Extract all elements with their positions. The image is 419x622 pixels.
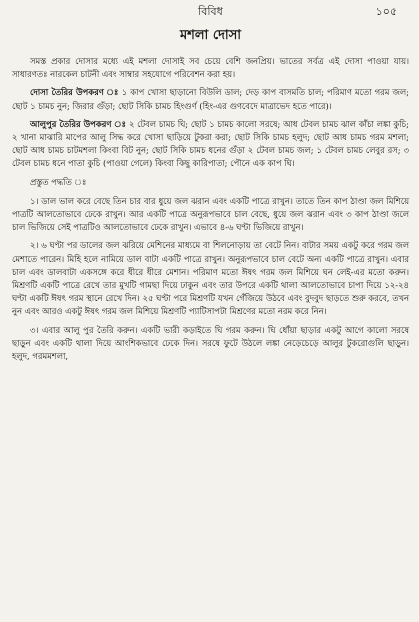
running-title: বিবিধ bbox=[198, 5, 223, 18]
dosa-ingredients-paragraph bbox=[12, 86, 409, 112]
recipe-title: মশলা দোসা bbox=[179, 28, 242, 43]
step-2: ২। ৬ ঘণ্টা পর ডালের জল ঝরিয়ে মেশিনের মাধ্যমে বা শিলনোড়ায় তা বেটে নিন। বাটার সময় একটু করে গরম জল মেশাতে পারেন। মিহি হলে নামিয়ে ডাল বাটা একটি পাত্রে রাখুন। অনুরূপভাবে চাল বেটে অন্য একটি পাত্রে রাখুন। এবার চাল এবং ডালবাটা একসঙ্গে করে ধীরে ধীরে মেশান। পরিমাণ মতো ঈষৎ গরম জল মিশিয়ে ঘন লেই-এর মতো করুন। মিশ্রণটি একটি পাত্রে রেখে তার মুখটি গামছা দিয়ে ঢাকুন এবং তার উপরে একটি থালা আলতোভাবে চাপা দিয়ে ১২-২৪ ঘণ্টা একটি ঈষৎ গরম স্থানে রেখে দিন। ২৫ ঘণ্টা পরে মিশ্রণটি যখন গেঁজিয়ে উঠবে এবং বুদবুদ ছাড়তে শুরু করবে, তখন নুন এবং আরও একটু ঈষৎ গরম জল মিশিয়ে মিশ্রণটি প্যাটিসাপটা মিশ্রণের মতো নরম করে নিন। bbox=[12, 240, 409, 317]
page-number: ১০৫ bbox=[375, 5, 397, 18]
dosa-ingredients-text: ১ কাপ খোসা ছাড়ানো বিউলি ডাল; দেড় কাপ বাসমতি চাল; পরিমাণ মতো গরম জল; ছোট ১ চামচ নুন; জিরার গুঁড়া; ছোট সিকি চামচ হিংগুর্ণ (হিং-এর গুণবেদে মাত্রাভেদ হতে পারে)। bbox=[12, 87, 409, 111]
potato-ingredients-label: আলুপুর তৈরির উপকরণ ঃ bbox=[30, 118, 127, 129]
step-3: ৩। এবার আলু পুর তৈরি করুন। একটি ভারী কড়াইতে ঘি গরম করুন। ঘি ধোঁয়া ছাড়ার একটু আগে কালো সরষে ছাড়ুন এবং একটি থালা দিয়ে আংশিকভাবে ঢেকে দিন। সরষে ফুটে উঠলে লঙ্কা নেড়েচেড়ে আলুর টুকরোগুলি ছাড়ুন। হলুদ, গরমমশলা, bbox=[12, 324, 409, 362]
step-1: ১। ডাল ভাল করে বেছে তিন চার বার ধুয়ে জল ঝরান এবং একটি পাত্রে রাখুন। তাতে তিন কাপ ঠাণ্ডা জল মিশিয়ে পাত্রটি আলতোভাবে ঢেকে রাখুন। আর একটি পাত্রে অনুরূপভাবে চাল বেছে, ধুয়ে জল ঝরান এবং ৩ কাপ ঠাণ্ডা জলে চাল ভিজিয়ে সেই পাত্রটিও আলতোভাবে ঢেকে রাখুন। এভাবে ৪-৬ ঘণ্টা ভিজিয়ে রাখুন। bbox=[12, 195, 409, 233]
potato-ingredients-text: ২ টেবল চামচ ঘি; ছোট ১ চামচ কালো সরষে; আধ টেবল চামচ ঝাল কাঁচা লঙ্কা কুচি; ২ খানা মাঝারি মাপের আলু সিদ্ধ করে খোসা ছাড়িয়ে টুকরা করা; ছোট সিকি চামচ হলুদ; ছোট আধ চামচ গরম মশলা; ছোট আধ চামচ চাটমশলা কিংবা বিট নুন; ছোট সিকি চামচ ধনের গুঁড়া ২ টেবল চামচ জল; ১ টেবল চামচ লেবুর রস; ৩ টেবল চামচ ধনে পাতা কুচি (পাওয়া গেলে) কিংবা কিছু কারিপাতা; পৌনে এক কাপ ঘি। bbox=[12, 118, 410, 169]
running-head bbox=[12, 0, 409, 22]
dosa-ingredients-label: দোসা তৈরির উপকরণ ঃ bbox=[30, 87, 119, 98]
intro-paragraph: সমস্ত প্রকার দোসার মধ্যে এই মশলা দোসাই সব চেয়ে বেশি জনপ্রিয়। ভাতের সর্বত্র এই দোসা পাওয়া যায়। সাধারণতঃ নারকেল চাটনী এবং সাম্বার সহযোগে পরিবেশন করা হয়। bbox=[12, 56, 409, 80]
method-heading: প্রস্তুত পদ্ধতি ঃ bbox=[30, 176, 87, 187]
potato-ingredients-paragraph bbox=[12, 118, 409, 171]
